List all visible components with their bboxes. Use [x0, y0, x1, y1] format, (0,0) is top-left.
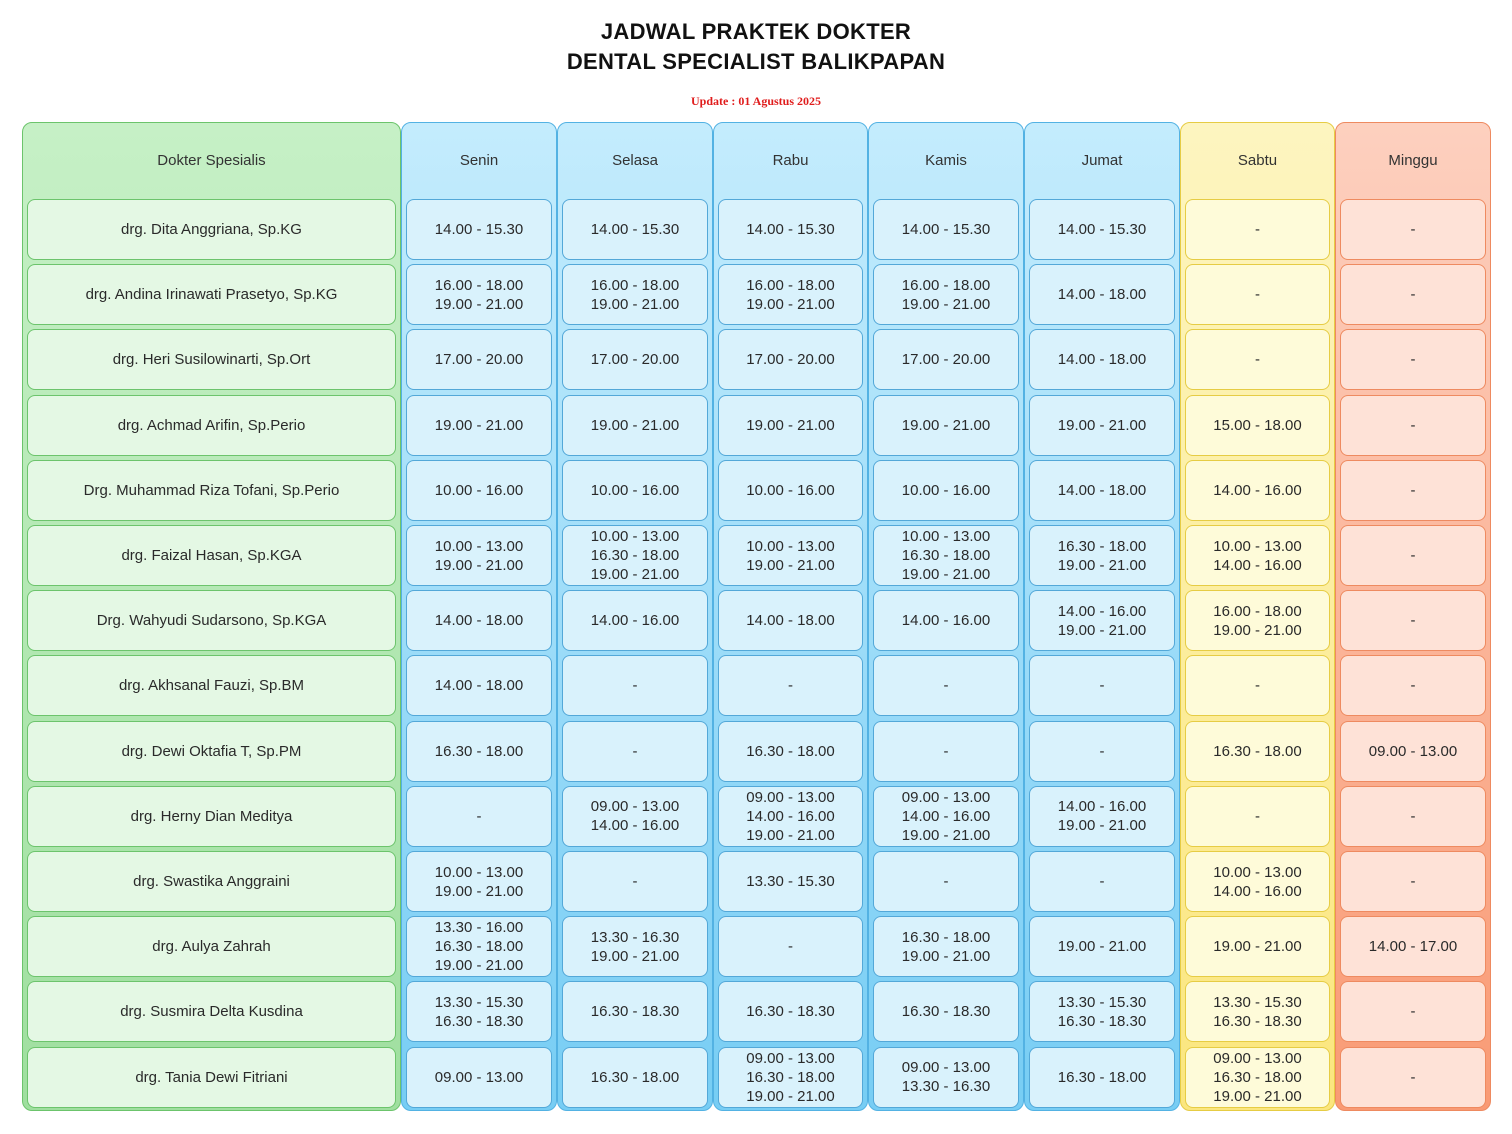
schedule-cell-minggu: -	[1340, 786, 1486, 847]
schedule-cell-jumat: 16.30 - 18.00	[1029, 1047, 1175, 1108]
schedule-cell-kamis: 10.00 - 16.00	[873, 460, 1019, 521]
schedule-cell-senin: 10.00 - 13.00 19.00 - 21.00	[406, 525, 552, 586]
schedule-cell-senin: 10.00 - 16.00	[406, 460, 552, 521]
schedule-cell-selasa: 19.00 - 21.00	[562, 395, 708, 456]
doctor-name-cell: drg. Dita Anggriana, Sp.KG	[27, 199, 396, 260]
schedule-cell-jumat: 13.30 - 15.30 16.30 - 18.30	[1029, 981, 1175, 1042]
schedule-cell-kamis: 14.00 - 15.30	[873, 199, 1019, 260]
doctor-name-cell: drg. Susmira Delta Kusdina	[27, 981, 396, 1042]
update-date: Update : 01 Agustus 2025	[690, 94, 822, 108]
schedule-cell-kamis: 14.00 - 16.00	[873, 590, 1019, 651]
schedule-cell-rabu: 13.30 - 15.30	[718, 851, 863, 912]
schedule-cell-jumat: 14.00 - 16.00 19.00 - 21.00	[1029, 590, 1175, 651]
schedule-cell-kamis: 10.00 - 13.00 16.30 - 18.00 19.00 - 21.00	[873, 525, 1019, 586]
schedule-cell-senin: 19.00 - 21.00	[406, 395, 552, 456]
doctor-name-cell: drg. Andina Irinawati Prasetyo, Sp.KG	[27, 264, 396, 325]
schedule-cell-jumat: 19.00 - 21.00	[1029, 395, 1175, 456]
doctor-name-cell: Drg. Muhammad Riza Tofani, Sp.Perio	[27, 460, 396, 521]
schedule-cell-jumat: 14.00 - 16.00 19.00 - 21.00	[1029, 786, 1175, 847]
schedule-cell-rabu: 17.00 - 20.00	[718, 329, 863, 390]
schedule-cell-kamis: -	[873, 655, 1019, 716]
doctor-name-cell: drg. Aulya Zahrah	[27, 916, 396, 977]
schedule-cell-senin: -	[406, 786, 552, 847]
schedule-cell-jumat: 19.00 - 21.00	[1029, 916, 1175, 977]
schedule-cell-rabu: 16.30 - 18.30	[718, 981, 863, 1042]
doctor-name-cell: drg. Faizal Hasan, Sp.KGA	[27, 525, 396, 586]
schedule-cell-jumat: 14.00 - 18.00	[1029, 329, 1175, 390]
schedule-cell-sabtu: 10.00 - 13.00 14.00 - 16.00	[1185, 851, 1330, 912]
page-title-line2: DENTAL SPECIALIST BALIKPAPAN	[566, 49, 946, 74]
schedule-cell-selasa: 14.00 - 16.00	[562, 590, 708, 651]
schedule-cell-sabtu: -	[1185, 786, 1330, 847]
schedule-cell-senin: 14.00 - 18.00	[406, 655, 552, 716]
schedule-cell-sabtu: -	[1185, 264, 1330, 325]
schedule-cell-sabtu: 15.00 - 18.00	[1185, 395, 1330, 456]
column-kamis	[868, 122, 1024, 1111]
schedule-cell-selasa: -	[562, 721, 708, 782]
schedule-cell-senin: 14.00 - 15.30	[406, 199, 552, 260]
schedule-cell-sabtu: -	[1185, 329, 1330, 390]
schedule-cell-minggu: -	[1340, 525, 1486, 586]
schedule-cell-kamis: 09.00 - 13.00 14.00 - 16.00 19.00 - 21.00	[873, 786, 1019, 847]
schedule-cell-kamis: 17.00 - 20.00	[873, 329, 1019, 390]
schedule-cell-jumat: -	[1029, 851, 1175, 912]
schedule-cell-selasa: 16.30 - 18.00	[562, 1047, 708, 1108]
doctor-name-cell: drg. Heri Susilowinarti, Sp.Ort	[27, 329, 396, 390]
schedule-cell-sabtu: 10.00 - 13.00 14.00 - 16.00	[1185, 525, 1330, 586]
schedule-cell-senin: 09.00 - 13.00	[406, 1047, 552, 1108]
column-header-minggu: Minggu	[1388, 152, 1438, 169]
schedule-cell-minggu: 09.00 - 13.00	[1340, 721, 1486, 782]
schedule-cell-jumat: -	[1029, 655, 1175, 716]
schedule-cell-selasa: 10.00 - 16.00	[562, 460, 708, 521]
schedule-cell-sabtu: 16.30 - 18.00	[1185, 721, 1330, 782]
schedule-cell-sabtu: 14.00 - 16.00	[1185, 460, 1330, 521]
column-minggu	[1335, 122, 1491, 1111]
schedule-cell-kamis: 16.30 - 18.30	[873, 981, 1019, 1042]
schedule-cell-minggu: -	[1340, 460, 1486, 521]
schedule-cell-selasa: 13.30 - 16.30 19.00 - 21.00	[562, 916, 708, 977]
schedule-cell-rabu: 14.00 - 18.00	[718, 590, 863, 651]
column-header-dokter-spesialis: Dokter Spesialis	[157, 152, 266, 169]
schedule-cell-senin: 10.00 - 13.00 19.00 - 21.00	[406, 851, 552, 912]
schedule-cell-selasa: -	[562, 655, 708, 716]
schedule-cell-jumat: 14.00 - 18.00	[1029, 460, 1175, 521]
schedule-cell-senin: 13.30 - 16.00 16.30 - 18.00 19.00 - 21.00	[406, 916, 552, 977]
column-jumat	[1024, 122, 1180, 1111]
schedule-cell-sabtu: -	[1185, 655, 1330, 716]
page-title-line1: JADWAL PRAKTEK DOKTER	[600, 19, 912, 44]
schedule-cell-jumat: 14.00 - 15.30	[1029, 199, 1175, 260]
schedule-cell-selasa: 10.00 - 13.00 16.30 - 18.00 19.00 - 21.00	[562, 525, 708, 586]
schedule-cell-kamis: 09.00 - 13.00 13.30 - 16.30	[873, 1047, 1019, 1108]
doctor-name-cell: drg. Swastika Anggraini	[27, 851, 396, 912]
column-header-senin: Senin	[459, 152, 499, 169]
column-header-rabu: Rabu	[772, 152, 809, 169]
schedule-cell-selasa: 09.00 - 13.00 14.00 - 16.00	[562, 786, 708, 847]
schedule-cell-rabu: 14.00 - 15.30	[718, 199, 863, 260]
column-header-sabtu: Sabtu	[1237, 152, 1278, 169]
schedule-cell-selasa: 16.30 - 18.30	[562, 981, 708, 1042]
schedule-cell-minggu: -	[1340, 851, 1486, 912]
schedule-cell-minggu: -	[1340, 264, 1486, 325]
schedule-cell-rabu: -	[718, 916, 863, 977]
schedule-cell-senin: 16.00 - 18.00 19.00 - 21.00	[406, 264, 552, 325]
schedule-cell-selasa: 17.00 - 20.00	[562, 329, 708, 390]
schedule-cell-rabu: 10.00 - 16.00	[718, 460, 863, 521]
schedule-cell-minggu: -	[1340, 655, 1486, 716]
schedule-cell-selasa: -	[562, 851, 708, 912]
schedule-cell-rabu: 09.00 - 13.00 14.00 - 16.00 19.00 - 21.00	[718, 786, 863, 847]
schedule-cell-selasa: 14.00 - 15.30	[562, 199, 708, 260]
schedule-cell-kamis: -	[873, 721, 1019, 782]
column-header-jumat: Jumat	[1081, 152, 1123, 169]
schedule-cell-minggu: -	[1340, 590, 1486, 651]
schedule-cell-rabu: 10.00 - 13.00 19.00 - 21.00	[718, 525, 863, 586]
schedule-cell-senin: 16.30 - 18.00	[406, 721, 552, 782]
schedule-cell-rabu: 19.00 - 21.00	[718, 395, 863, 456]
schedule-cell-kamis: -	[873, 851, 1019, 912]
schedule-cell-rabu: 16.00 - 18.00 19.00 - 21.00	[718, 264, 863, 325]
schedule-cell-sabtu: 19.00 - 21.00	[1185, 916, 1330, 977]
doctor-name-cell: Drg. Wahyudi Sudarsono, Sp.KGA	[27, 590, 396, 651]
schedule-cell-kamis: 16.30 - 18.00 19.00 - 21.00	[873, 916, 1019, 977]
schedule-cell-rabu: 09.00 - 13.00 16.30 - 18.00 19.00 - 21.00	[718, 1047, 863, 1108]
schedule-cell-sabtu: 16.00 - 18.00 19.00 - 21.00	[1185, 590, 1330, 651]
schedule-cell-minggu: -	[1340, 395, 1486, 456]
schedule-cell-jumat: -	[1029, 721, 1175, 782]
doctor-name-cell: drg. Tania Dewi Fitriani	[27, 1047, 396, 1108]
schedule-cell-rabu: 16.30 - 18.00	[718, 721, 863, 782]
doctor-name-cell: drg. Achmad Arifin, Sp.Perio	[27, 395, 396, 456]
schedule-cell-minggu: -	[1340, 981, 1486, 1042]
schedule-cell-jumat: 14.00 - 18.00	[1029, 264, 1175, 325]
schedule-cell-kamis: 16.00 - 18.00 19.00 - 21.00	[873, 264, 1019, 325]
schedule-cell-sabtu: 09.00 - 13.00 16.30 - 18.00 19.00 - 21.00	[1185, 1047, 1330, 1108]
schedule-cell-senin: 17.00 - 20.00	[406, 329, 552, 390]
schedule-cell-jumat: 16.30 - 18.00 19.00 - 21.00	[1029, 525, 1175, 586]
schedule-cell-senin: 14.00 - 18.00	[406, 590, 552, 651]
column-header-kamis: Kamis	[925, 152, 967, 169]
schedule-cell-kamis: 19.00 - 21.00	[873, 395, 1019, 456]
schedule-cell-minggu: -	[1340, 329, 1486, 390]
schedule-cell-senin: 13.30 - 15.30 16.30 - 18.30	[406, 981, 552, 1042]
column-dokter-spesialis	[22, 122, 401, 1111]
schedule-cell-selasa: 16.00 - 18.00 19.00 - 21.00	[562, 264, 708, 325]
schedule-cell-sabtu: 13.30 - 15.30 16.30 - 18.30	[1185, 981, 1330, 1042]
doctor-name-cell: drg. Dewi Oktafia T, Sp.PM	[27, 721, 396, 782]
column-selasa	[557, 122, 713, 1111]
doctor-name-cell: drg. Akhsanal Fauzi, Sp.BM	[27, 655, 396, 716]
schedule-cell-minggu: 14.00 - 17.00	[1340, 916, 1486, 977]
schedule-cell-rabu: -	[718, 655, 863, 716]
doctor-name-cell: drg. Herny Dian Meditya	[27, 786, 396, 847]
column-rabu	[713, 122, 868, 1111]
column-senin	[401, 122, 557, 1111]
schedule-cell-minggu: -	[1340, 199, 1486, 260]
schedule-cell-minggu: -	[1340, 1047, 1486, 1108]
column-header-selasa: Selasa	[612, 152, 658, 169]
schedule-cell-sabtu: -	[1185, 199, 1330, 260]
column-sabtu	[1180, 122, 1335, 1111]
